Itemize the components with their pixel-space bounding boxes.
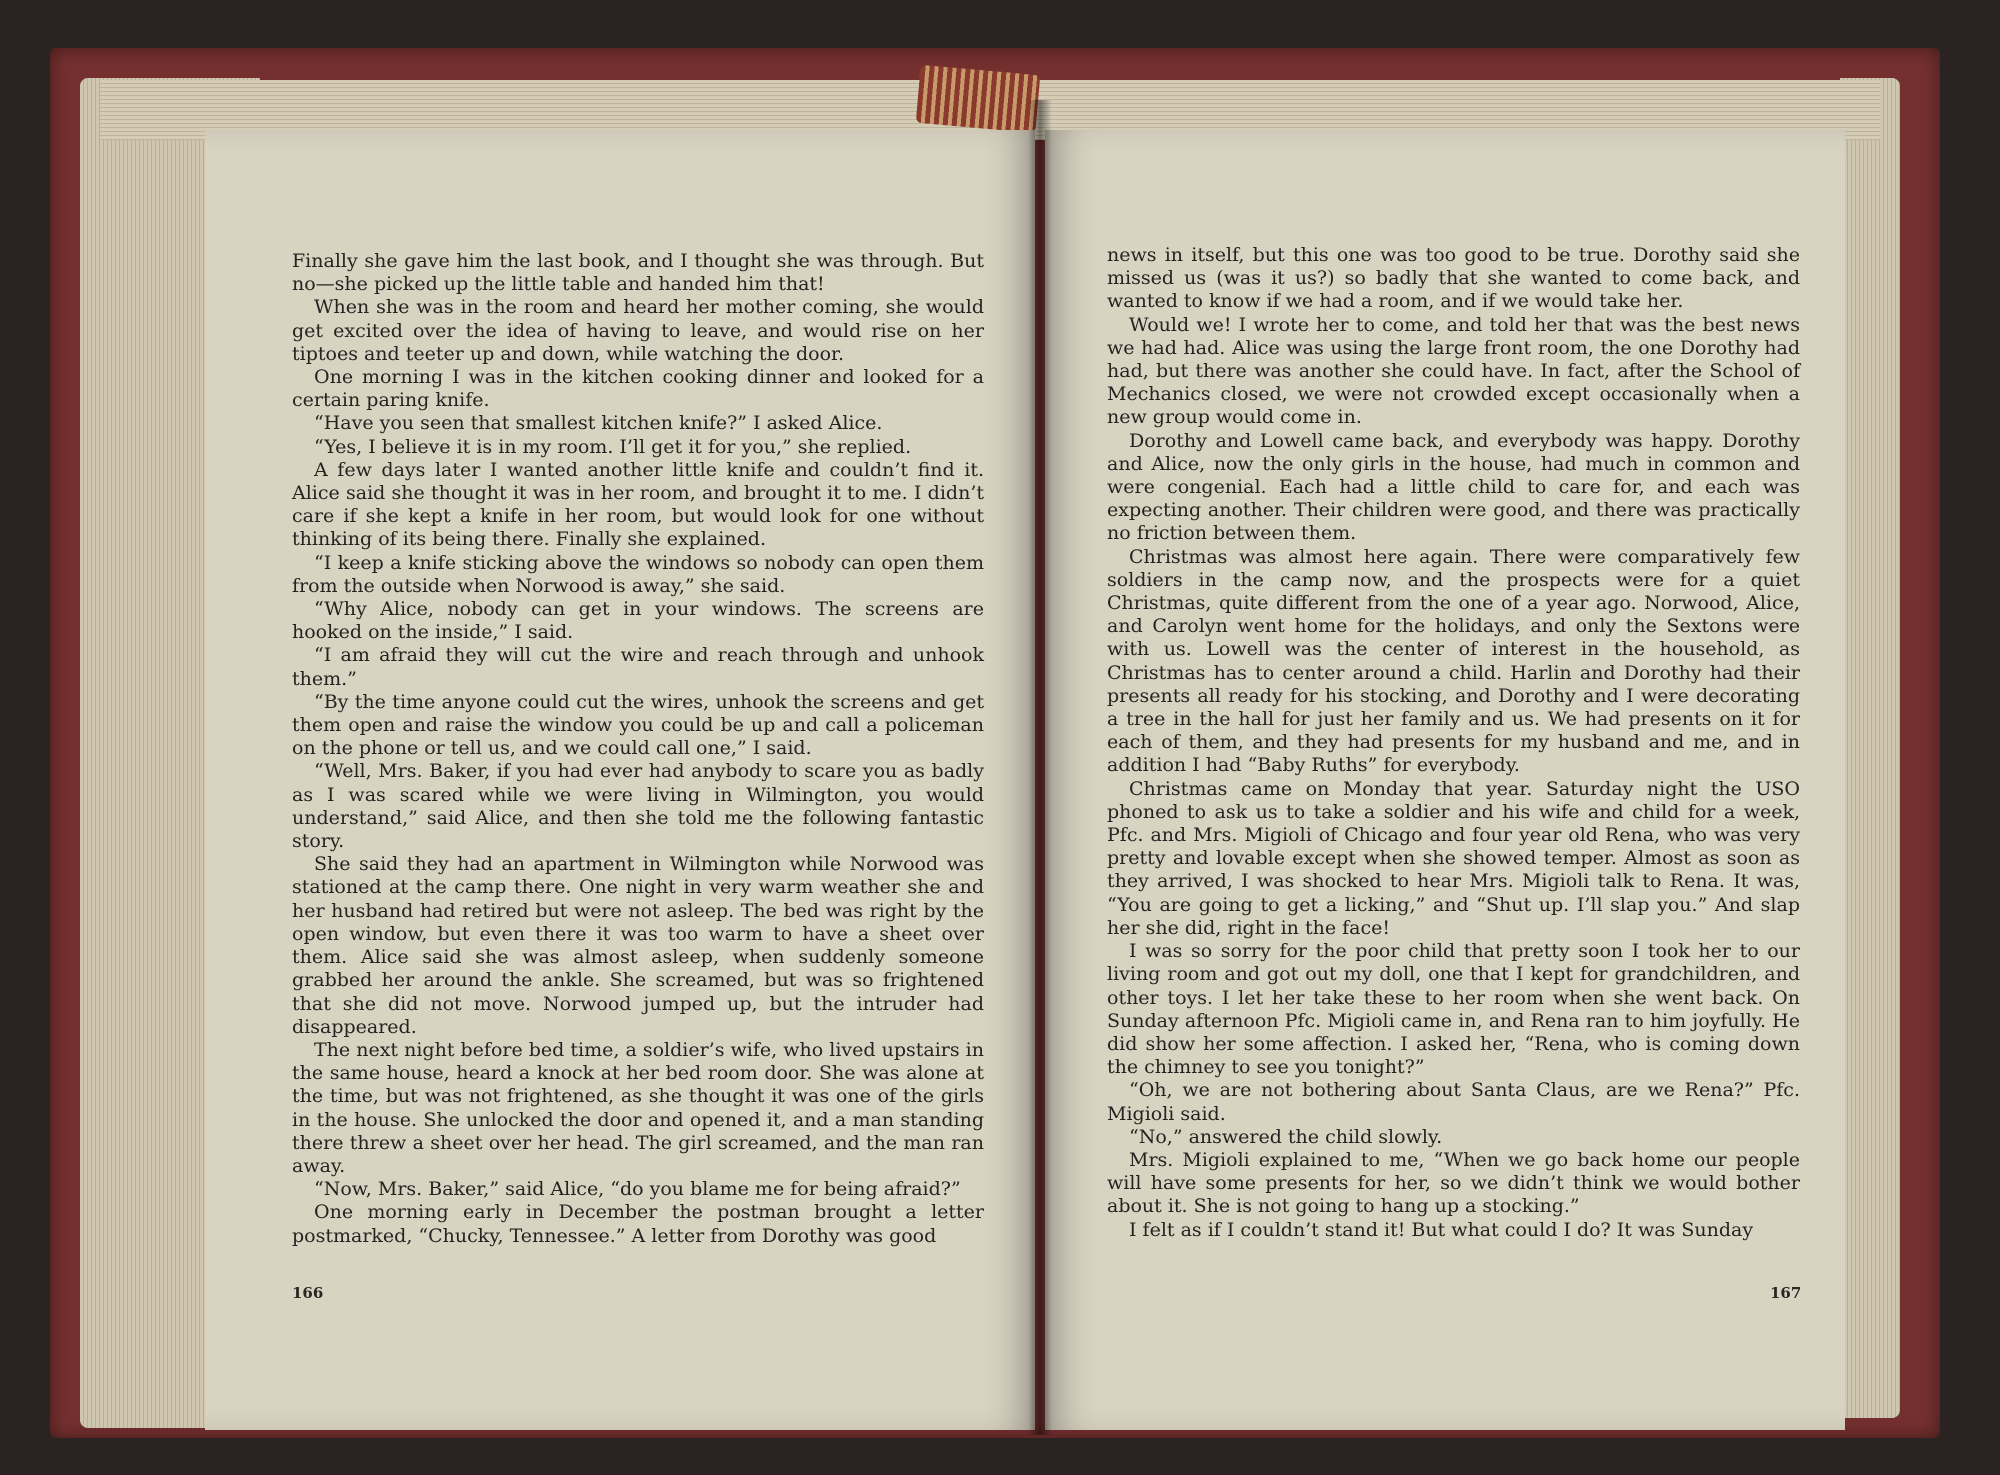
paragraph: I was so sorry for the poor child that pretty soon I took her to our living room and got out my doll, one that I kept for grandchildren, and other toys. I let her take these to her room when she went back. On Sunday afternoon Pfc. Migioli came in, and Rena ran to him joyfully. He did show her some affection. I asked her, “Rena, who is coming down the chimney to see you tonight?” — [1107, 940, 1800, 1079]
paragraph: “No,” answered the child slowly. — [1129, 1125, 1443, 1148]
paragraph: The next night before bed time, a soldier’s wife, who lived upstairs in the same house, heard a knock at her bed room door. She was alone at the time, but was not frightened, as she thought it was one of the girls in the house. She unlocked the door and opened it, and a man standing there threw a sheet over her head. The girl screamed, and the man ran away. — [292, 1038, 984, 1177]
paragraph: “Yes, I believe it is in my room. I’ll get it for you,” she replied. — [314, 435, 912, 458]
book-gutter — [1028, 100, 1052, 1435]
page-edges-right — [1840, 78, 1900, 1418]
paragraph: She said they had an apartment in Wilmington while Norwood was stationed at the camp there. One night in very warm weather she and her husband had retired but were not asleep. The bed was right by the open window, but even there it was too warm to have a sheet over them. Alice said she was almost asleep, when suddenly someone grabbed her around the ankle. She screamed, but was so frightened that she did not move. Norwood jumped up, but the intruder had disappeared. — [292, 853, 984, 1038]
paragraph: “Have you seen that smallest kitchen knife?” I asked Alice. — [314, 412, 883, 435]
left-page-text — [292, 250, 984, 1248]
paragraph: “Well, Mrs. Baker, if you had ever had anybody to scare you as badly as I was scared while we were living in Wilmington, you would understand,” said Alice, and then she told me the following fantastic story. — [292, 760, 984, 853]
paragraph: Mrs. Migioli explained to me, “When we go back home our people will have some presents for her, so we didn’t think we would bother about it. She is not going to hang up a stocking.” — [1107, 1148, 1800, 1218]
paragraph: Finally she gave him the last book, and I thought she was through. But no—she picked up the little table and handed him that! — [292, 250, 984, 296]
paragraph: news in itself, but this one was too good to be true. Dorothy said she missed us (was it us?) so badly that she wanted to come back, and wanted to know if we had a room, and if we would take her. — [1107, 244, 1800, 313]
paragraph: “Now, Mrs. Baker,” said Alice, “do you blame me for being afraid?” — [314, 1178, 961, 1201]
paragraph: Christmas came on Monday that year. Saturday night the USO phoned to ask us to take a soldier and his wife and child for a week, Pfc. and Mrs. Migioli of Chicago and four year old Rena, who was very pretty and lovable except when she showed temper. Almost as soon as they arrived, I was shocked to hear Mrs. Migioli talk to Rena. It was, “You are going to get a licking,” and “Shut up. I’ll slap you.” And slap her she did, right in the face! — [1107, 777, 1800, 939]
paragraph: “I keep a knife sticking above the windows so nobody can open them from the outside when Norwood is away,” she said. — [292, 551, 984, 597]
paragraph: Would we! I wrote her to come, and told her that was the best news we had had. Alice was using the large front room, the one Dorothy had had, but there was another she could have. In fact, after the School of Mechanics closed, we were not crowded except occasionally when a new group would come in. — [1107, 313, 1800, 429]
paragraph: I felt as if I couldn’t stand it! But what could I do? It was Sunday — [1129, 1218, 1754, 1241]
paragraph: Christmas was almost here again. There were comparatively few soldiers in the camp now, and the prospects were for a quiet Christmas, quite different from the one of a year ago. Norwood, Alice, and Carolyn went home for the holidays, and only the Sextons were with us. Lowell was the center of interest in the household, as Christmas has to center around a child. Harlin and Dorothy had their presents all ready for his stocking, and Dorothy and I were decorating a tree in the hall for just her family and us. We had presents on it for each of them, and they had presents for my husband and me, and in addition I had “Baby Ruths” for everybody. — [1107, 545, 1800, 777]
paragraph: Dorothy and Lowell came back, and everybody was happy. Dorothy and Alice, now the only girls in the house, had much in common and were congenial. Each had a little child to care for, and each was expecting another. Their children were good, and there was practically no friction between them. — [1107, 429, 1800, 545]
paragraph: “I am afraid they will cut the wire and reach through and unhook them.” — [292, 644, 984, 690]
right-page-text — [1107, 244, 1800, 1242]
paragraph: One morning early in December the postman brought a letter postmarked, “Chucky, Tennessee.” A letter from Dorothy was good — [292, 1201, 984, 1247]
headband — [916, 65, 1041, 133]
paragraph: A few days later I wanted another little knife and couldn’t find it. Alice said she thought it was in her room, and brought it to me. I didn’t care if she kept a knife in her room, but would look for one without thinking of its being there. Finally she explained. — [292, 458, 984, 551]
paragraph: “Oh, we are not bothering about Santa Claus, are we Rena?” Pfc. Migioli said. — [1107, 1079, 1800, 1125]
paragraph: “Why Alice, nobody can get in your windows. The screens are hooked on the inside,” I said. — [292, 598, 984, 644]
paragraph: “By the time anyone could cut the wires, unhook the screens and get them open and raise the window you could be up and call a policeman on the phone or tell us, and we could call one,” I said. — [292, 690, 984, 760]
paragraph: One morning I was in the kitchen cooking dinner and looked for a certain paring knife. — [292, 366, 984, 412]
left-page-number: 166 — [292, 1284, 324, 1302]
paragraph: When she was in the room and heard her mother coming, she would get excited over the idea of having to leave, and would rise on her tiptoes and teeter up and down, while watching the door. — [292, 296, 984, 365]
right-page-number: 167 — [1770, 1284, 1802, 1302]
